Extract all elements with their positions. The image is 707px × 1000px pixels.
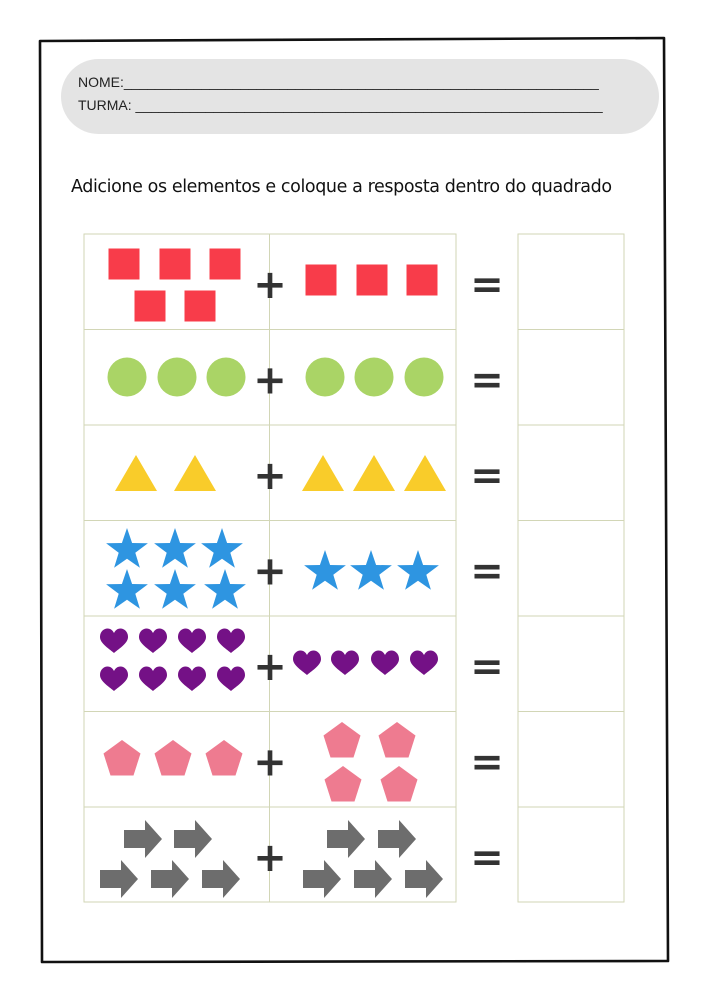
instruction-text: Adicione os elementos e coloque a resposta dentro do quadrado: [71, 177, 612, 197]
heart-icon: [100, 667, 128, 692]
triangle-icon: [115, 455, 157, 491]
heart-icon: [217, 667, 245, 692]
circle-icon: [405, 358, 444, 397]
arrow-right-icon: [327, 820, 365, 858]
triangle-icon: [353, 455, 395, 491]
arrow-right-icon: [100, 860, 138, 898]
pentagon-icon: [325, 766, 362, 802]
pentagon-icon: [206, 740, 243, 776]
equals-sign: =: [470, 261, 504, 308]
circle-icon: [158, 358, 197, 397]
arrow-right-icon: [174, 820, 212, 858]
star-icon: [350, 550, 392, 590]
class-field-label: TURMA: ____________________________________________________________: [78, 97, 603, 113]
plus-sign: +: [253, 548, 287, 595]
answer-box[interactable]: [519, 426, 623, 520]
heart-icon: [293, 651, 321, 676]
pentagon-icon: [379, 722, 416, 758]
equals-sign: =: [470, 834, 504, 881]
heart-icon: [100, 629, 128, 654]
triangle-icon: [302, 455, 344, 491]
equals-sign: =: [470, 739, 504, 786]
arrow-right-icon: [151, 860, 189, 898]
arrow-right-icon: [378, 820, 416, 858]
name-field-label: NOME:_____________________________________________________________: [78, 74, 599, 90]
square-icon: [407, 265, 438, 296]
square-icon: [109, 249, 140, 280]
heart-icon: [371, 651, 399, 676]
plus-sign: +: [253, 834, 287, 881]
arrow-right-icon: [202, 860, 240, 898]
square-icon: [135, 291, 166, 322]
star-icon: [201, 528, 243, 568]
heart-icon: [178, 667, 206, 692]
star-icon: [397, 550, 439, 590]
plus-sign: +: [253, 452, 287, 499]
square-icon: [306, 265, 337, 296]
answer-box[interactable]: [519, 617, 623, 711]
plus-sign: +: [253, 261, 287, 308]
square-icon: [185, 291, 216, 322]
circle-icon: [355, 358, 394, 397]
pentagon-icon: [104, 740, 141, 776]
answer-box[interactable]: [519, 808, 623, 902]
star-icon: [154, 528, 196, 568]
square-icon: [210, 249, 241, 280]
arrow-right-icon: [354, 860, 392, 898]
plus-sign: +: [253, 739, 287, 786]
star-icon: [106, 528, 148, 568]
answer-box[interactable]: [519, 235, 623, 329]
circle-icon: [306, 358, 345, 397]
triangle-icon: [174, 455, 216, 491]
star-icon: [204, 569, 246, 609]
square-icon: [357, 265, 388, 296]
pentagon-icon: [381, 766, 418, 802]
plus-sign: +: [253, 643, 287, 690]
answer-box[interactable]: [519, 331, 623, 425]
pentagon-icon: [324, 722, 361, 758]
answer-box[interactable]: [519, 713, 623, 807]
square-icon: [160, 249, 191, 280]
heart-icon: [217, 629, 245, 654]
equals-sign: =: [470, 357, 504, 404]
circle-icon: [207, 358, 246, 397]
pentagon-icon: [155, 740, 192, 776]
arrow-right-icon: [405, 860, 443, 898]
heart-icon: [178, 629, 206, 654]
heart-icon: [331, 651, 359, 676]
arrow-right-icon: [303, 860, 341, 898]
equals-sign: =: [470, 548, 504, 595]
heart-icon: [139, 667, 167, 692]
equals-sign: =: [470, 643, 504, 690]
plus-sign: +: [253, 357, 287, 404]
heart-icon: [139, 629, 167, 654]
heart-icon: [410, 651, 438, 676]
star-icon: [304, 550, 346, 590]
triangle-icon: [404, 455, 446, 491]
arrow-right-icon: [124, 820, 162, 858]
star-icon: [106, 569, 148, 609]
circle-icon: [108, 358, 147, 397]
answer-box[interactable]: [519, 522, 623, 616]
star-icon: [154, 569, 196, 609]
equals-sign: =: [470, 452, 504, 499]
